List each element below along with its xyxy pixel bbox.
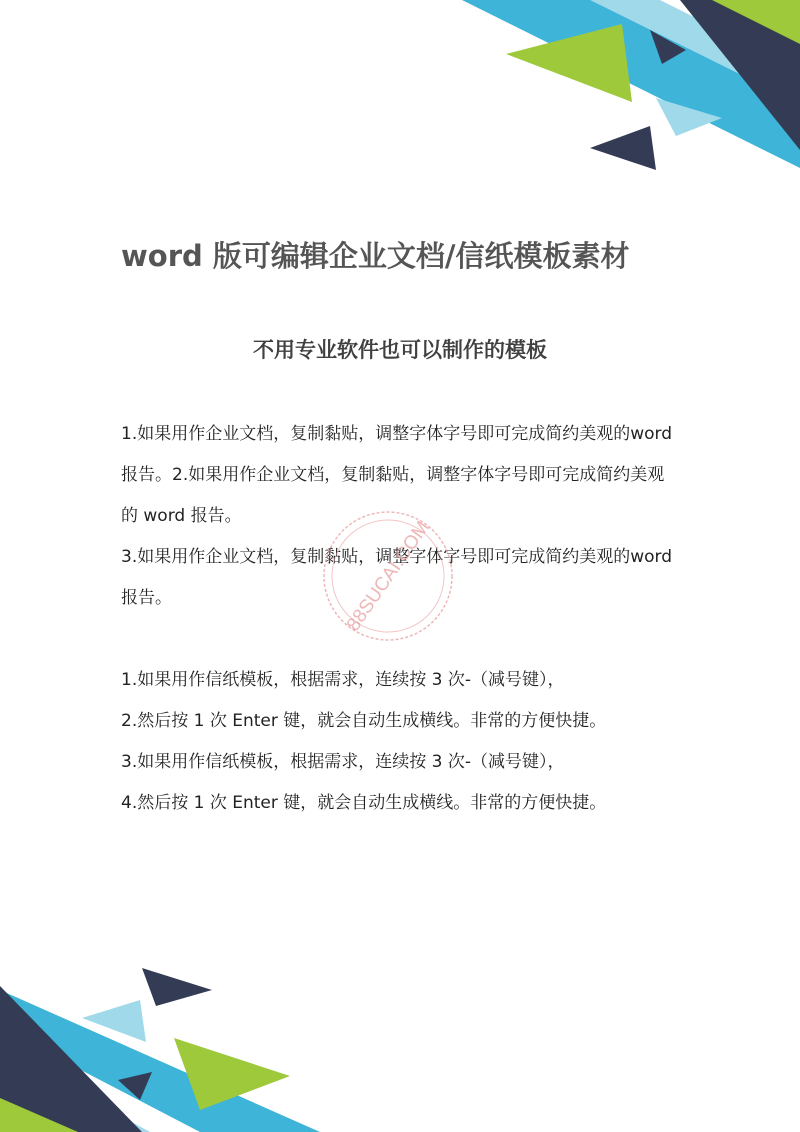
top-right-corner-decoration	[0, 0, 800, 200]
watermark-text: 88SUCAI.COM	[342, 517, 434, 636]
document-title: word 版可编辑企业文档/信纸模板素材	[121, 239, 630, 273]
paragraph: 1.如果用作企业文档，复制黏贴，调整字体字号即可完成简约美观的word 报告。2.如果用作企业文档，复制黏贴，调整字体字号即可完成简约美观的 word 报告。	[121, 424, 673, 526]
paragraph: 1.如果用作信纸模板，根据需求，连续按 3 次-（减号键），	[121, 670, 565, 690]
paragraph: 4.然后按 1 次 Enter 键，就会自动生成横线。非常的方便快捷。	[121, 793, 607, 813]
document-subtitle: 不用专业软件也可以制作的模板	[253, 338, 547, 362]
deco-navy-triangle	[142, 968, 212, 1006]
paragraph: 3.如果用作企业文档，复制黏贴，调整字体字号即可完成简约美观的word 报告。	[121, 547, 673, 608]
paragraph: 2.然后按 1 次 Enter 键，就会自动生成横线。非常的方便快捷。	[121, 711, 607, 731]
deco-navy-triangle	[590, 126, 656, 170]
paragraph: 3.如果用作信纸模板，根据需求，连续按 3 次-（减号键），	[121, 752, 565, 772]
watermark-stamp	[318, 506, 458, 646]
bottom-left-corner-decoration	[0, 932, 800, 1132]
